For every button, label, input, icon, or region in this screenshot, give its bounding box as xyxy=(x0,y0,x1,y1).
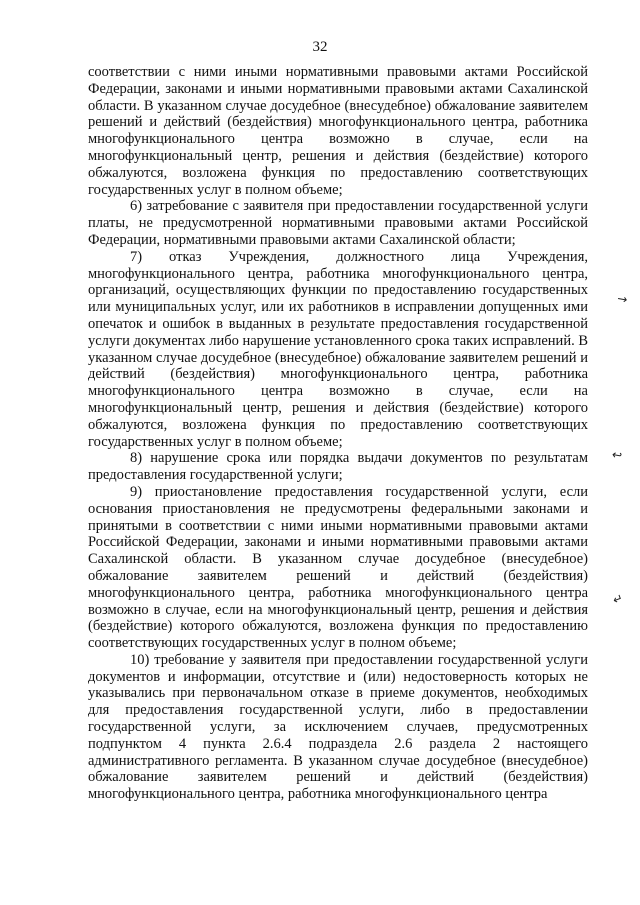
margin-pen-mark: ↩ xyxy=(610,447,624,463)
paragraph-item-6: 6) затребование с заявителя при предоставлении государственной услуги платы, не предусмотренной нормативными правовыми актами Российской Федерации, нормативными правовыми актами Сахалинской области; xyxy=(88,198,588,248)
page-body xyxy=(88,64,588,803)
margin-pen-mark: ↵ xyxy=(610,590,626,608)
paragraph-item-8: 8) нарушение срока или порядка выдачи документов по результатам предоставления государственной услуги; xyxy=(88,450,588,484)
paragraph-item-10: 10) требование у заявителя при предоставлении государственной услуги документов и информации, отсутствие и (или) недостоверность которых не указывались при первоначальном отказе в приеме документов, необходимых для предоставления государственной услуги, либо в предоставлении государственной услуги, за исключением случаев, предусмотренных подпунктом 4 пункта 2.6.4 подраздела 2.6 раздела 2 настоящего административного регламента. В указанном случае досудебное (внесудебное) обжалование заявителем решений и действий (бездействия) многофункционального центра, работника многофункционального центра xyxy=(88,651,588,803)
paragraph-item-7: 7) отказ Учреждения, должностного лица Учреждения, многофункционального центра, работника многофункционального центра, организаций, осуществляющих функции по предоставлению государственных или муниципальных услуг, или их работников в исправлении допущенных ими опечаток и ошибок в выданных в результате предоставления государственной услуги документах либо нарушение установленного срока таких исправлений. В указанном случае досудебное (внесудебное) обжалование заявителем решений и действий (бездействия) многофункционального центра, работника многофункционального центра возможно в случае, если на многофункциональный центр, решения и действия (бездействие) которого обжалуются, возложена функция по предоставлению соответствующих государственных услуг в полном объеме; xyxy=(88,248,588,450)
paragraph-item-9: 9) приостановление предоставления государственной услуги, если основания приостановления не предусмотрены федеральными законами и принятыми в соответствии с ними иными нормативными правовыми актами Российской Федерации, законами и иными нормативными правовыми актами Сахалинской области. В указанном случае досудебное (внесудебное) обжалование заявителем решений и действий (бездействия) многофункционального центра, работника многофункционального центра возможно в случае, если на многофункциональный центр, решения и действия (бездействие) которого обжалуются, возложена функция по предоставлению соответствующих государственных услуг в полном объеме; xyxy=(88,483,588,652)
page-number: 32 xyxy=(312,39,328,55)
paragraph-continuation: соответствии с ними иными нормативными правовыми актами Российской Федерации, законами и иными нормативными правовыми актами Сахалинской области. В указанном случае досудебное (внесудебное) обжалование заявителем решений и действий (бездействия) многофункционального центра, работника многофункционального центра возможно в случае, если на многофункциональный центр, решения и действия (бездействие) которого обжалуются, возложена функция по предоставлению соответствующих государственных услуг в полном объеме; xyxy=(88,64,588,198)
margin-pen-mark: ↘ xyxy=(613,290,631,308)
